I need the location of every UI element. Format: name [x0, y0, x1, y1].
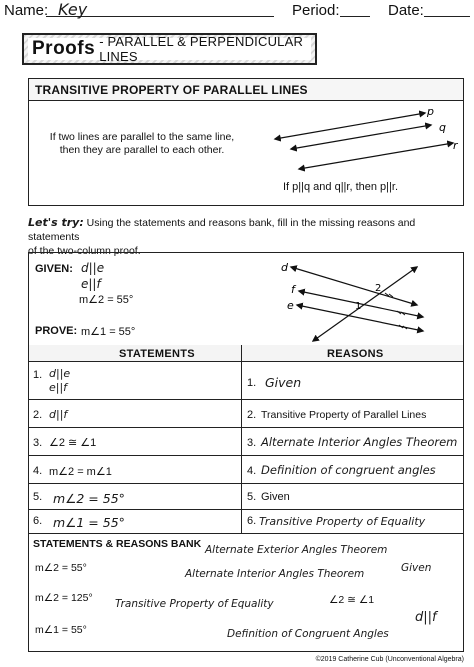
statements-head: STATEMENTS	[119, 348, 195, 360]
row5-reason: Given	[261, 491, 290, 503]
label-e: e	[287, 299, 294, 312]
period-line	[340, 16, 370, 17]
bank-m2-55: m∠2 = 55°	[35, 562, 87, 574]
row5-statement: m∠2 = 55°	[53, 491, 125, 506]
row1-statement2: e||f	[49, 381, 68, 394]
row1-num: 1.	[33, 369, 43, 381]
row2-line	[29, 427, 463, 428]
given-2: e||f	[81, 277, 101, 291]
row4-line	[29, 483, 463, 484]
row4-reason: Definition of congruent angles	[261, 463, 436, 477]
property-conclusion: If p||q and q||r, then p||r.	[283, 181, 398, 193]
property-statement-line1: If two lines are parallel to the same line,	[49, 131, 235, 143]
given-1: d||e	[81, 261, 105, 275]
proof-box	[28, 252, 464, 534]
row3-statement: ∠2 ≅ ∠1	[49, 437, 97, 449]
label-angle-1: 1	[355, 301, 362, 312]
line-q	[291, 125, 431, 149]
line-d	[291, 267, 417, 305]
bank-box	[28, 534, 464, 652]
property-box	[28, 78, 464, 206]
prove-label: PROVE:	[35, 325, 78, 337]
row3-reason-num: 3.	[247, 437, 257, 449]
reasons-head: REASONS	[327, 348, 384, 360]
title-main: Proofs	[32, 38, 96, 59]
column-divider	[241, 345, 242, 533]
row1-line	[29, 399, 463, 400]
bank-m1-55: m∠1 = 55°	[35, 624, 87, 636]
bank-alt-int: Alternate Interior Angles Theorem	[185, 568, 365, 580]
property-statement-line2: then they are parallel to each other.	[59, 144, 225, 156]
bank-alt-ext: Alternate Exterior Angles Theorem	[205, 544, 388, 556]
label-p: p	[427, 105, 434, 118]
row1-reason: Given	[265, 375, 302, 390]
proof-diagram	[257, 257, 457, 343]
bank-trans-eq: Transitive Property of Equality	[115, 598, 274, 610]
row4-statement: m∠2 = m∠1	[49, 466, 112, 478]
name-value: Key	[58, 0, 88, 19]
row5-reason-num: 5.	[247, 491, 257, 503]
label-d: d	[281, 261, 288, 274]
given-3: m∠2 = 55°	[79, 294, 134, 306]
name-label: Name:	[4, 2, 49, 19]
bank-given: Given	[401, 562, 432, 574]
parallel-lines-diagram	[255, 103, 461, 183]
lets-try-label: Let's try:	[28, 216, 84, 229]
label-r: r	[453, 139, 458, 152]
row5-num: 5.	[33, 491, 43, 503]
row3-line	[29, 455, 463, 456]
footer-copyright: ©2019 Catherine Cub (Unconventional Algebra)	[315, 656, 464, 663]
bank-cong: ∠2 ≅ ∠1	[329, 594, 375, 606]
row1-reason-num: 1.	[247, 377, 257, 389]
row2-statement: d||f	[49, 408, 68, 421]
prove-value: m∠1 = 55°	[81, 326, 136, 338]
line-r	[299, 143, 453, 169]
bank-m2-125: m∠2 = 125°	[35, 592, 93, 604]
instructions-line2: of the two-column proof.	[28, 245, 141, 257]
label-f: f	[291, 283, 295, 296]
row6-num: 6.	[33, 515, 43, 527]
title-sub: - PARALLEL & PERPENDICULAR LINES	[99, 34, 304, 64]
property-heading: TRANSITIVE PROPERTY OF PARALLEL LINES	[29, 79, 463, 101]
bank-heading: STATEMENTS & REASONS BANK	[33, 538, 202, 550]
label-q: q	[439, 121, 446, 134]
row3-reason: Alternate Interior Angles Theorem	[261, 435, 458, 449]
row2-num: 2.	[33, 409, 43, 421]
title-banner	[22, 33, 317, 65]
line-p	[275, 113, 425, 139]
date-line	[424, 16, 470, 17]
label-angle-2: 2	[375, 283, 382, 294]
instructions-line1: Using the statements and reasons bank, fill in the missing reasons and statements	[28, 217, 416, 243]
bank-def-cong: Definition of Congruent Angles	[227, 628, 389, 640]
row6-statement: m∠1 = 55°	[53, 515, 125, 530]
row2-reason: Transitive Property of Parallel Lines	[261, 409, 427, 421]
row6-reason: Transitive Property of Equality	[259, 515, 426, 528]
property-statement	[37, 131, 247, 157]
date-label: Date:	[388, 2, 424, 19]
row2-reason-num: 2.	[247, 409, 257, 421]
row5-line	[29, 509, 463, 510]
row4-reason-num: 4.	[247, 465, 257, 477]
row4-num: 4.	[33, 465, 43, 477]
header-bottom-line	[29, 361, 463, 362]
row1-statement: d||e	[49, 367, 71, 380]
row3-num: 3.	[33, 437, 43, 449]
given-label: GIVEN:	[35, 263, 73, 275]
row6-reason-num: 6.	[247, 515, 257, 527]
columns-header	[29, 345, 463, 361]
period-label: Period:	[292, 2, 340, 19]
bank-d-par-f: d||f	[415, 610, 437, 625]
